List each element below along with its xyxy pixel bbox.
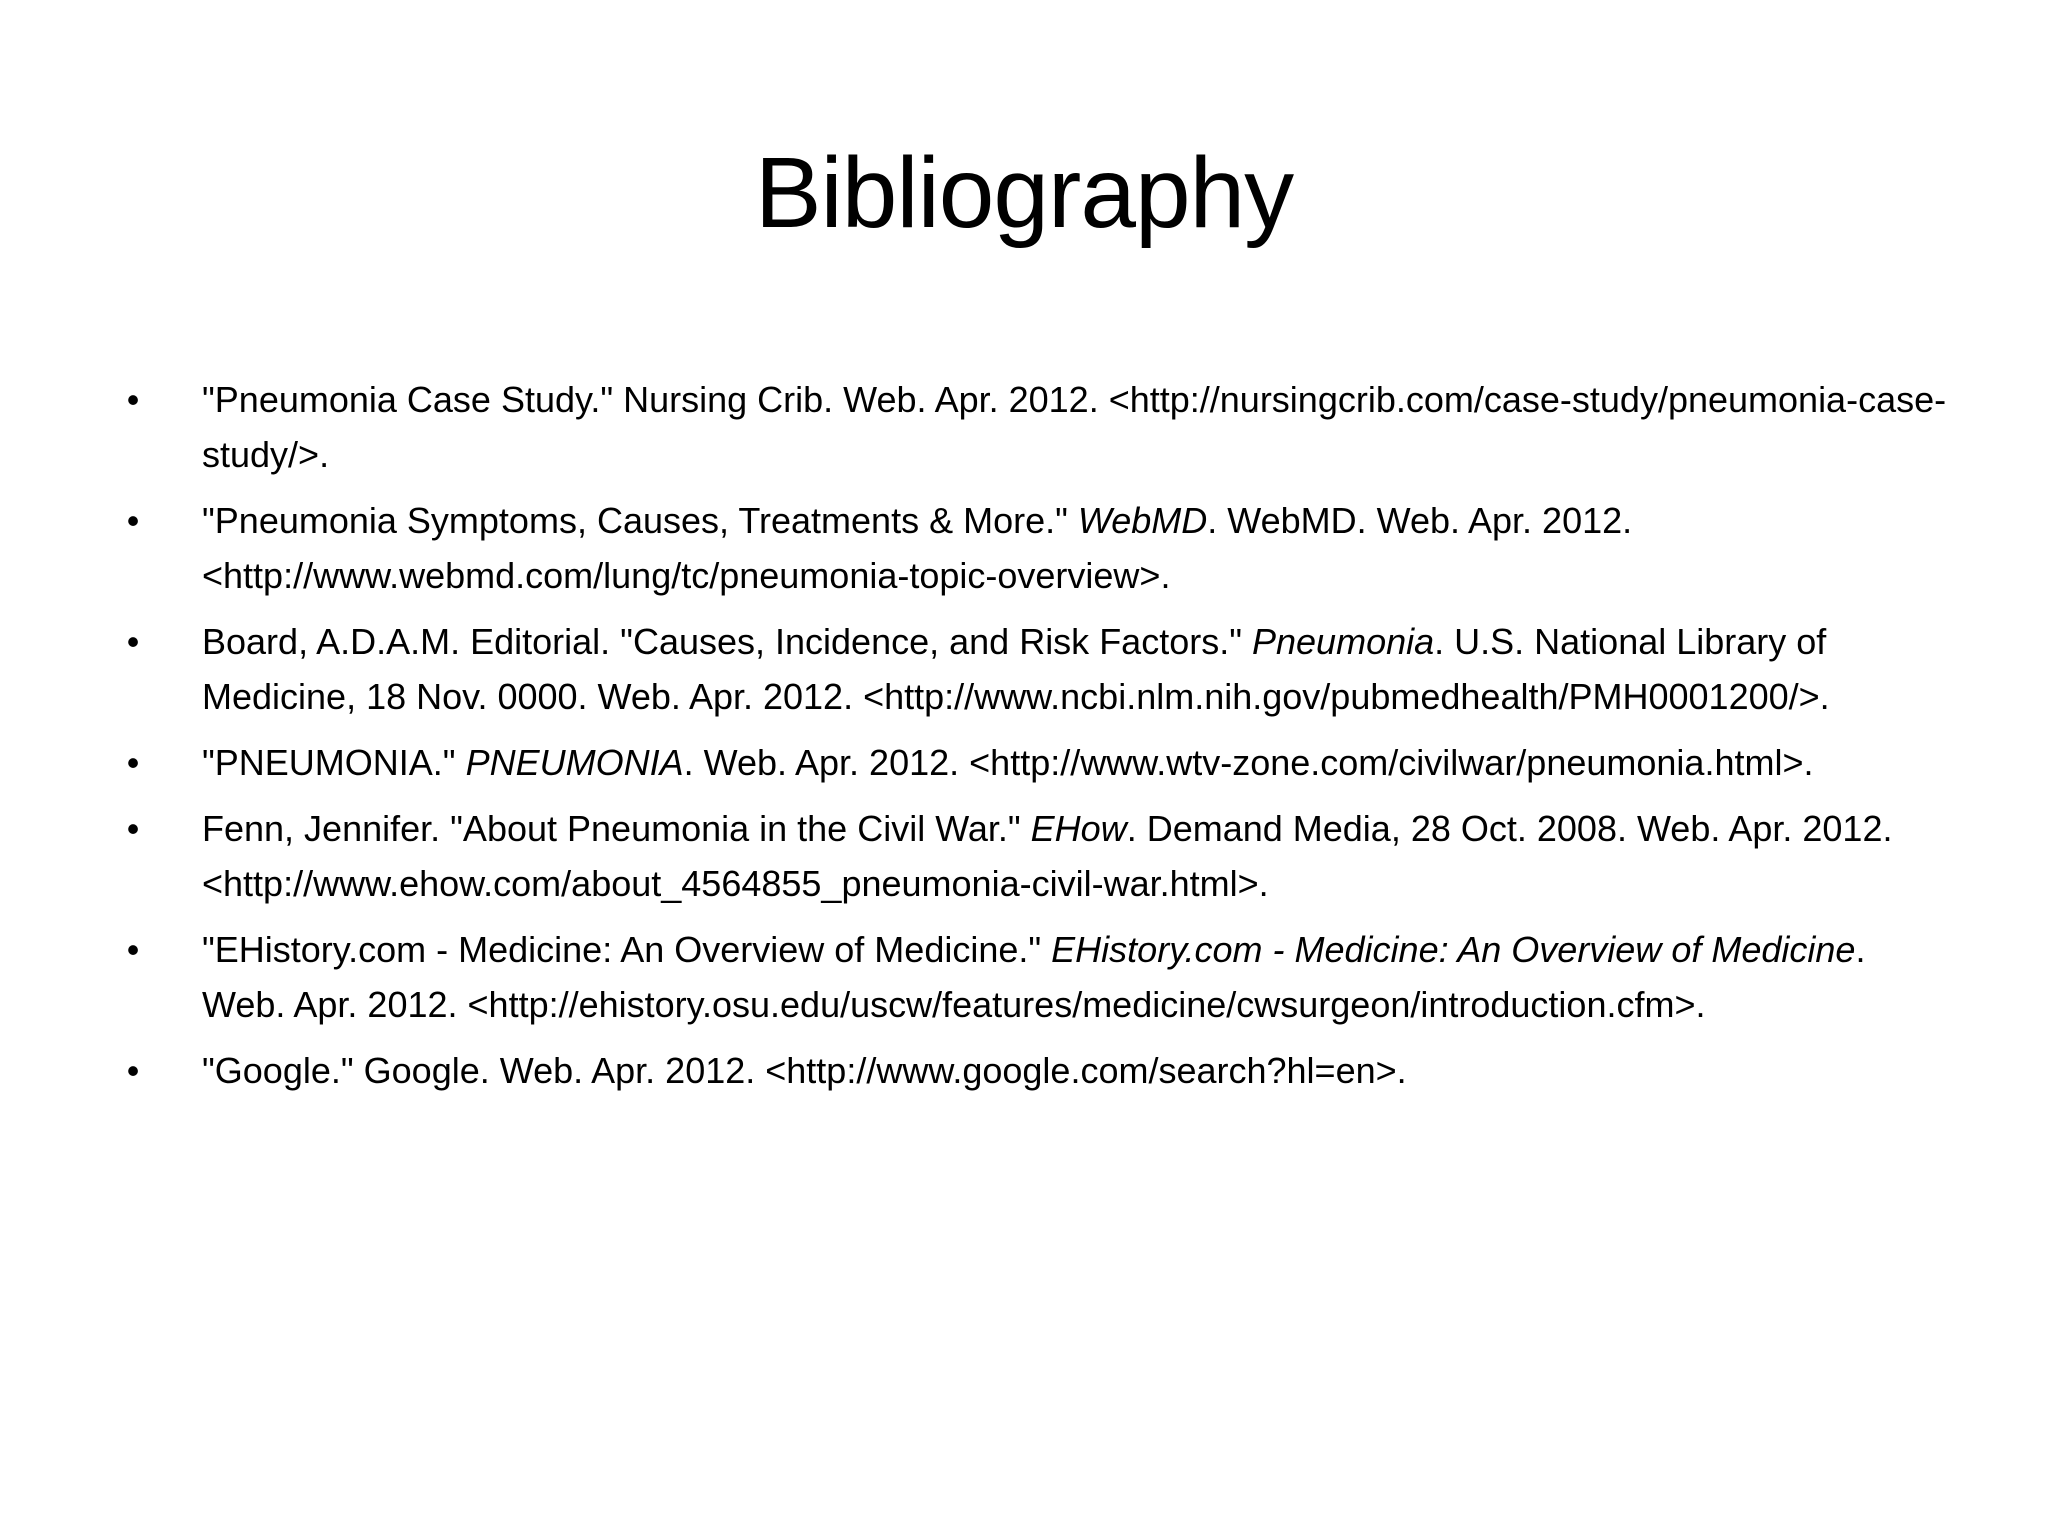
- bibliography-entry: [118, 614, 1948, 724]
- bullet-icon: •: [126, 621, 140, 662]
- citation-text: Fenn, Jennifer. "About Pneumonia in the Civil War.": [202, 808, 1031, 849]
- bibliography-entry: [118, 1043, 1948, 1098]
- bibliography-entry: [118, 372, 1948, 482]
- citation-text: "Google." Google. Web. Apr. 2012. <http://www.google.com/search?hl=en>.: [202, 1050, 1407, 1091]
- slide-title: Bibliography: [754, 137, 1294, 249]
- bullet-icon: •: [126, 1050, 140, 1091]
- citation-italic-text: EHistory.com - Medicine: An Overview of Medicine: [1051, 929, 1856, 970]
- bullet-icon: •: [126, 929, 140, 970]
- bullet-icon: •: [126, 742, 140, 783]
- bibliography-entry: [118, 493, 1948, 603]
- citation-text: . Web. Apr. 2012. <http://ehistory.osu.edu/uscw/features/medicine/cwsurgeon/introduction.cfm>.: [202, 929, 1866, 1025]
- citation-italic-text: Pneumonia: [1252, 621, 1435, 662]
- citation-italic-text: WebMD: [1077, 500, 1208, 541]
- citation-text: "EHistory.com - Medicine: An Overview of Medicine.": [202, 929, 1052, 970]
- bibliography-entry: [118, 922, 1948, 1032]
- citation-text: "Pneumonia Symptoms, Causes, Treatments & More.": [202, 500, 1078, 541]
- citation-text: "Pneumonia Case Study." Nursing Crib. Web. Apr. 2012. <http://nursingcrib.com/case-study/pneumonia-case-study/>.: [202, 379, 1947, 475]
- bibliography-entry: [118, 801, 1948, 911]
- citation-text: "PNEUMONIA.": [202, 742, 466, 783]
- bullet-icon: •: [126, 379, 140, 420]
- citation-italic-text: EHow: [1030, 808, 1127, 849]
- citation-text: . U.S. National Library of Medicine, 18 Nov. 0000. Web. Apr. 2012. <http://www.ncbi.nlm.nih.gov/pubmedhealth/PMH0001200/>.: [202, 621, 1830, 717]
- bullet-icon: •: [126, 808, 140, 849]
- citation-text: Board, A.D.A.M. Editorial. "Causes, Incidence, and Risk Factors.": [202, 621, 1252, 662]
- bullet-icon: •: [126, 500, 140, 541]
- bibliography-list: [118, 372, 1948, 1109]
- bibliography-entry: [118, 735, 1948, 790]
- citation-italic-text: PNEUMONIA: [465, 742, 684, 783]
- citation-text: . Demand Media, 28 Oct. 2008. Web. Apr. 2012. <http://www.ehow.com/about_4564855_pneumonia-civil-war.html>.: [202, 808, 1893, 904]
- citation-text: . WebMD. Web. Apr. 2012. <http://www.webmd.com/lung/tc/pneumonia-topic-overview>.: [202, 500, 1633, 596]
- citation-text: . Web. Apr. 2012. <http://www.wtv-zone.com/civilwar/pneumonia.html>.: [683, 742, 1814, 783]
